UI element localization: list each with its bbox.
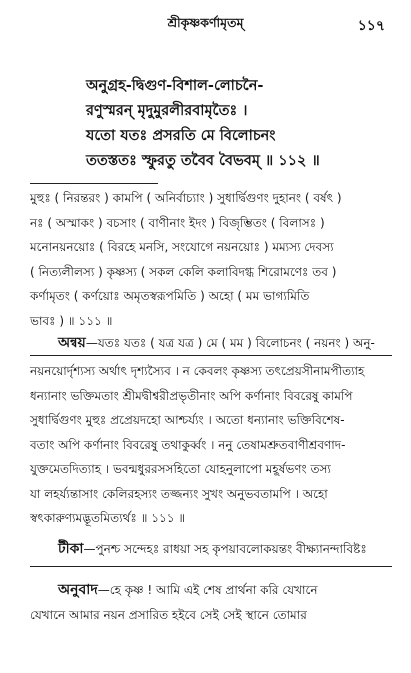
sanskrit-verse bbox=[86, 74, 396, 174]
commentary-line: যুক্তমেতদিত্যাহ । ভবন্মধুররসসহিতো যোহনুলাপো মহূর্ষভণং তস্য bbox=[30, 462, 331, 476]
section-divider bbox=[30, 566, 392, 567]
verse-line: ততস্ততঃ স্ফুরতু তবৈব বৈভবম্‌ ॥ ১১২ ॥ bbox=[86, 153, 320, 169]
verse-line: রণুস্মরন্‌ মৃদুমুরলীরবামৃতৈঃ । bbox=[86, 103, 248, 119]
anubad-line: যেখানে আমার নয়ন প্রসারিত হইবে সেই সেই স্থানে তোমার bbox=[30, 607, 307, 622]
anvaya-text: —যতঃ যতঃ ( যত্র যত্র ) মে ( মম ) বিলোচনং ( নয়নং ) অনু- bbox=[85, 336, 375, 350]
commentary-line: ভাবঃ ) ॥ ১১১ ॥ bbox=[30, 313, 113, 328]
commentary-line: নয়নয়োর্দৃশ্যস্য অর্থাৎ দৃশ্যস্যৈব । ন কেবলং কৃষ্ণস্য তৎপ্রেয়সীনামপীত্যাহ bbox=[30, 364, 365, 378]
commentary-line: সুধার্দ্বিগুণং মুহুঃ প্রপ্রেয়দহো আশ্চর্য্যং । অতো ধন্যানাং ভক্তিবিশেষ- bbox=[30, 413, 345, 427]
anvaya-paragraph bbox=[58, 331, 398, 356]
verse-line: যতো যতঃ প্রসরতি মে বিলোচনং bbox=[86, 128, 276, 144]
commentary-block bbox=[30, 186, 392, 333]
commentary-line: মনোনয়নয়োঃ ( বিরহে মনসি, সংযোগে নয়নয়োঃ ) মম্যস্য দেবস্য bbox=[30, 240, 334, 254]
anubad-line bbox=[30, 578, 392, 603]
page-number: ১১৭ bbox=[357, 18, 385, 34]
tika-label: টীকা bbox=[58, 541, 84, 557]
anubad-text: —হে কৃষ্ণ ! আমি এই শেষ প্রার্থনা করি যেখানে bbox=[97, 583, 318, 597]
section-divider bbox=[30, 183, 158, 184]
commentary-line: যা লহর্য্যন্তাসাং কেলিরহস্যং তজ্জন্যং সুখং অনুভবতামপি । অহো bbox=[30, 486, 328, 501]
commentary-line: কর্ণামৃতং ( কর্ণয়োঃ অমৃতস্বরূপমিতি ) অহো ( মম ভাগ্যমিতি bbox=[30, 289, 310, 303]
tika-text: —পুনশ্চ সন্দেহঃ রাধয়া সহ কৃপয়াবলোকয়ন্তং বীক্ষ্যানন্দাবিষ্টঃ bbox=[83, 542, 367, 556]
anubad-paragraph bbox=[30, 578, 392, 627]
tika-paragraph bbox=[58, 537, 398, 562]
commentary-line: স্বৎকারুণ্যমদ্ভূতমিত্যর্থঃ ॥ ১১১ ॥ bbox=[30, 511, 186, 525]
section-divider bbox=[30, 355, 392, 356]
commentary-line: মুহুঃ ( নিরন্তরং ) কামপি ( অনির্বাচ্যাং ) সুধার্দ্বিগুণং দুহানং ( বর্ষৎ ) bbox=[30, 191, 342, 205]
anubad-label: অনুবাদ bbox=[58, 582, 98, 598]
commentary-line: ধন্যানাং ভক্তিমতাং শ্রীমদ্বীশ্বরীপ্রভৃতীনাং অপি কর্ণানাং বিবরেষু কামপি bbox=[30, 388, 353, 403]
commentary-block-2 bbox=[30, 359, 392, 531]
anvaya-label: অন্বয় bbox=[58, 335, 86, 351]
page-header bbox=[0, 14, 411, 34]
commentary-line: বতাং অপি কর্ণানাং বিবরেষু তথাকুর্ব্বং । ননু তেষামশ্রুতবাণীশ্রবণাদ- bbox=[30, 437, 346, 452]
verse-line: অনুগ্রহ-দ্বিগুণ-বিশাল-লোচনৈ- bbox=[86, 78, 264, 94]
commentary-line: ( নিত্যলীলস্য ) কৃষ্ণস্য ( সকল কেলি কলাবিদগ্ধ শিরোমণেঃ তব ) bbox=[30, 264, 337, 279]
running-title: শ্রীকৃষ্ণকর্ণামৃতম্‌ bbox=[167, 15, 244, 30]
commentary-line: নঃ ( অস্মাকং ) বচসাং ( বাণীনাং ইদং ) বিজৃম্ভিতং ( বিলাসঃ ) bbox=[30, 215, 325, 230]
